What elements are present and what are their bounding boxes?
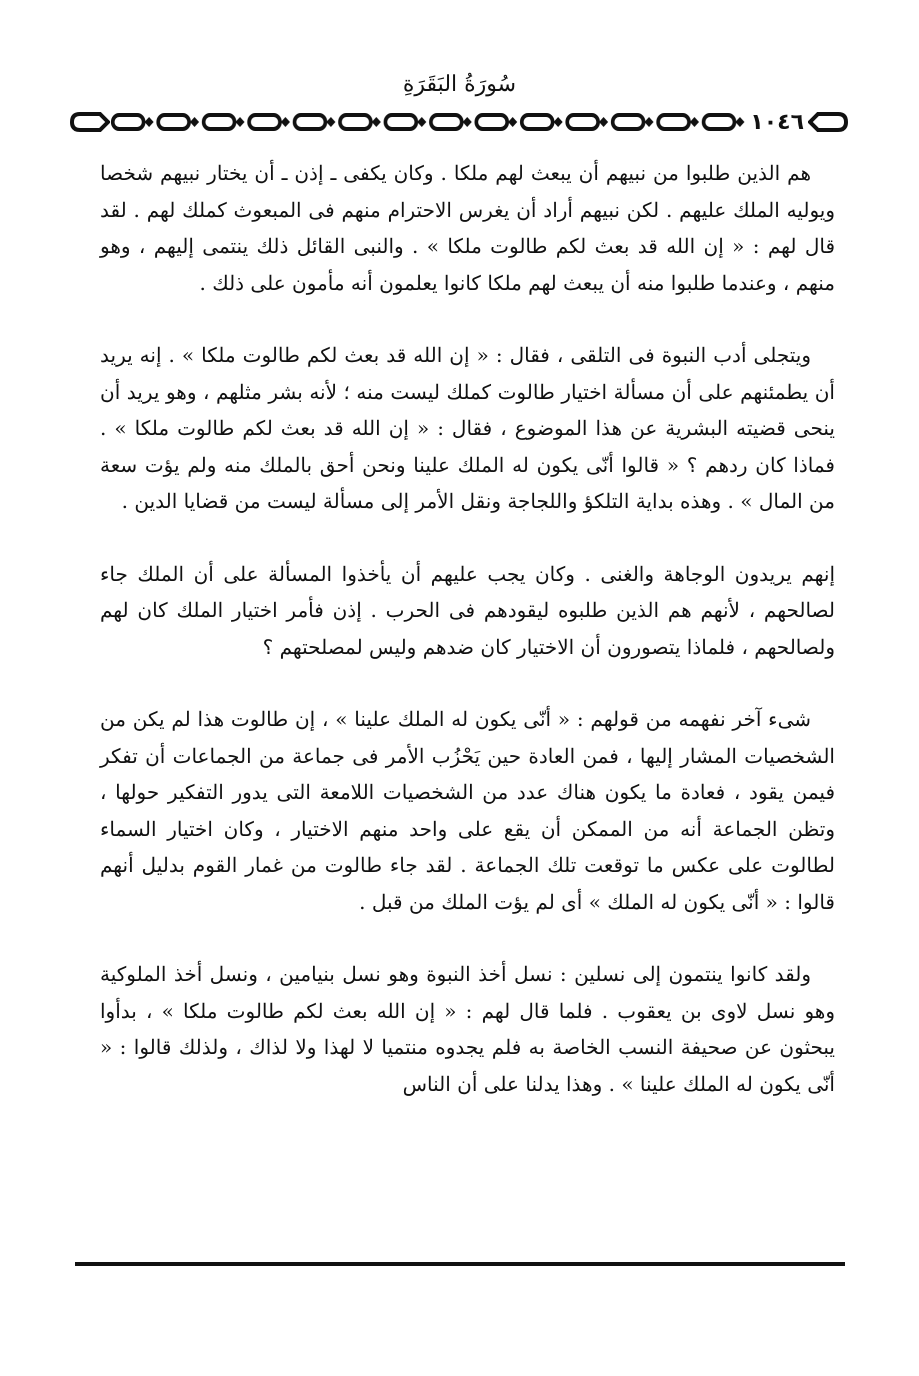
tafsir-text-block xyxy=(100,155,835,1102)
page-number: ١٠٤٦ xyxy=(750,109,804,135)
footer-rule xyxy=(75,1262,845,1266)
header-ornament-bar xyxy=(70,108,848,136)
header-end-cap-icon xyxy=(70,108,110,136)
chain-ornament-icon xyxy=(110,108,746,136)
header-end-cap-icon xyxy=(808,108,848,136)
paragraph-3: إنهم يريدون الوجاهة والغنى . وكان يجب عليهم أن يأخذوا المسألة على أن الملك جاء لصالحهم ، لأنهم هم الذين طلبوه ليقودهم فى الحرب . إذن فأمر اختيار الملك كان لهم ولصالحهم ، فلماذا يتصورون أن الاختيار كان ضدهم وليس لمصلحتهم ؟ xyxy=(100,561,835,659)
surah-title: سُورَةُ البَقَرَةِ xyxy=(402,72,517,97)
paragraph-2: ويتجلى أدب النبوة فى التلقى ، فقال : « إن الله قد بعث لكم طالوت ملكا » . إنه يريد أن يطمئنهم على أن مسألة اختيار طالوت كملك ليست منه ؛ لأنه بشر مثلهم ، وهو يريد أن ينحى قضيته البشرية عن هذا الموضوع ، فقال : « إن الله قد بعث لكم طالوت ملكا » . فماذا كان ردهم ؟ « قالوا أنّى يكون له الملك علينا ونحن أحق بالملك منه ولم يؤت سعة من المال » . وهذه بداية التلكؤ واللجاجة ونقل الأمر إلى مسألة ليست من قضايا الدين . xyxy=(100,343,835,513)
paragraph-4: شىء آخر نفهمه من قولهم : « أنّى يكون له الملك علينا » ، إن طالوت هذا لم يكن من الشخصيات المشار إليها ، فمن العادة حين يَحْزُب الأمر فى جماعة من الجماعات أن تفكر فيمن يقود ، فعادة ما يكون هناك عدد من الشخصيات اللامعة التى يدور التفكير حولها ، وتظن الجماعة أنه من الممكن أن يقع على واحد منهم الاختيار ، وكان اختيار السماء لطالوت على عكس ما توقعت تلك الجماعة . لقد جاء طالوت من غمار القوم بدليل أنهم قالوا : « أنّى يكون له الملك » أى لم يؤت الملك من قبل . xyxy=(100,707,835,914)
paragraph-1: هم الذين طلبوا من نبيهم أن يبعث لهم ملكا . وكان يكفى ـ إذن ـ أن يختار نبيهم شخصا ويوليه الملك عليهم . لكن نبيهم أراد أن يغرس الاحترام منهم فى المبعوث كملك لهم . لقد قال لهم : « إن الله قد بعث لكم طالوت ملكا » . والنبى القائل ذلك ينتمى إليهم ، وهو منهم ، وعندما طلبوا منه أن يبعث لهم ملكا كانوا يعلمون أنه مأمون على ذلك . xyxy=(100,161,835,295)
paragraph-5: ولقد كانوا ينتمون إلى نسلين : نسل أخذ النبوة وهو نسل بنيامين ، ونسل أخذ الملوكية وهو نسل لاوى بن يعقوب . فلما قال لهم : « إن الله بعث لكم طالوت ملكا » ، بدأوا يبحثون عن صحيفة النسب الخاصة به فلم يجدوه منتميا لا لهذا ولا لذاك ، ولذلك قالوا : « أنّى يكون له الملك علينا » . وهذا يدلنا على أن الناس xyxy=(100,962,835,1096)
